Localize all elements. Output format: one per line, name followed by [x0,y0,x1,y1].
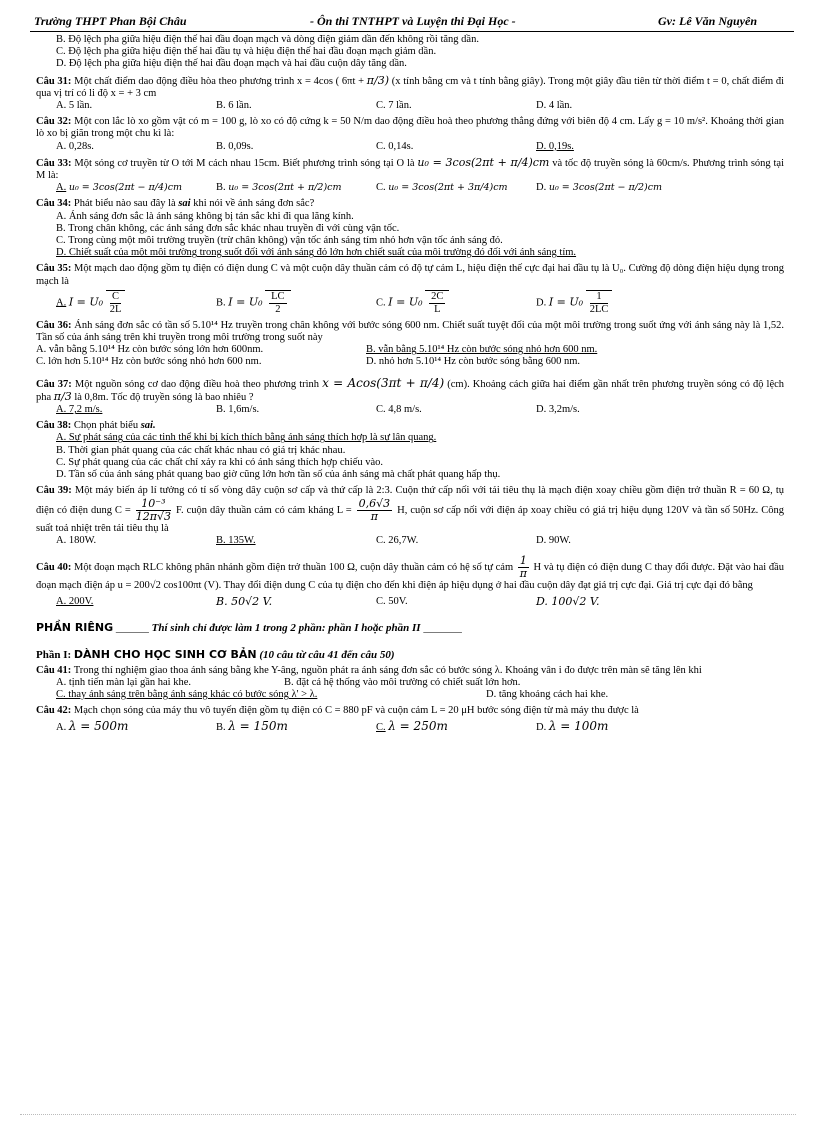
question-stem: Một máy biến áp lí tưởng có tỉ số vòng dây cuộn sơ cấp và thứ cấp là 2:3. Cuộn thứ cấp nối với tải tiêu thụ là mạch điện xoay chiều gồm điện trở thuần R = 60 Ω, tụ điện có điện dung C = [36,485,784,516]
option-d: D. tăng khoảng cách hai khe. [486,689,609,701]
section-title: PHẦN RIÊNG [36,621,114,635]
option-d: D. nhỏ hơn 5.10¹⁴ Hz còn bước sóng bằng 600 nm. [366,356,581,368]
question-label: Câu 42: [36,705,72,717]
option-d: D. Tần số của ánh sáng phát quang bao giờ cũng lớn hơn tần số của ánh sáng mà chất phát quang hấp thụ. [56,469,501,481]
question-39 [36,485,784,547]
section-note: Thí sinh chỉ được làm 1 trong 2 phần: phần I hoặc phần II [151,622,421,635]
part-label: Phần I: [36,648,72,661]
question-stem-cont: F. cuộn dây thuần cảm có cảm kháng L = [175,504,352,516]
question-38 [36,420,784,481]
question-stem: Mạch chọn sóng của máy thu vô tuyến điện gồm tụ điện có C = 880 pF và cuộn cảm L = 20 μH bước sóng điện từ mà máy thu được là [73,705,639,717]
source-equation: x = Acos(3πt + π/4) [322,375,445,390]
question-label: Câu 33: [36,157,72,169]
option-b: B. đặt cả hệ thống vào môi trường có chiết suất lớn hơn. [284,676,521,688]
question-stem-end: là 0,8m. Tốc độ truyền sóng là bao nhiêu ? [74,391,254,403]
option-a: A. Sự phát sáng của các tinh thể khi bị kích thích bằng ánh sáng thích hợp là sự lân quang. [56,432,437,444]
option-d: D. 0,19s. [536,140,574,152]
question-label: Câu 40: [36,561,72,573]
option-d: D. I = U₀ $\frac{1}{2LC}$ [536,290,696,316]
question-stem: Một chất điểm dao động điều hòa theo phương trình x = 4cos ( 6πt + [74,75,365,87]
option-b: B. 50√2 V. [216,595,273,609]
question-content [36,34,784,734]
page-bottom-rule [20,1114,796,1115]
option-b: B. u₀ = 3cos(2πt + π/2)cm [216,182,342,194]
question-stem: Một mạch dao động gồm tụ điện có điện dung C và một cuộn dây thuần cảm có độ tự cảm L, hiệu điện thế cực đại hai đầu tụ là U₀. Cường độ dòng điện hiệu dụng trong mạch là [36,263,785,287]
option-c: C. 0,14s. [376,140,414,152]
option-a: A. I = U₀ $\frac{C}{2L}$ [56,290,216,316]
question-stem: Ánh sáng đơn sắc có tần số 5.10¹⁴ Hz truyền trong chân không với bước sóng 600 nm. Chiết suất tuyệt đối của một môi trường trong suốt ứng với ánh sáng này là 1,52. Tần số của ánh sáng trên khi truyền trong môi trường trong suốt này [36,319,785,344]
option-b: B. 0,09s. [216,140,254,152]
question-label: Câu 41: [36,664,72,676]
question-label: Câu 38: [36,420,72,432]
question-stem-cont: khi nói về ánh sáng đơn sắc? [193,198,315,210]
option-b: B. 135W. [216,534,256,546]
question-32 [36,116,784,153]
inductance-denominator: π [370,509,379,523]
carry-option-c: C. Độ lệch pha giữa hiệu điện thế hai đầu tụ và hiệu điện thế hai đầu đoạn mạch giảm dần. [56,46,437,58]
option-b: B. Thời gian phát quang của các chất khác nhau có giá trị khác nhau. [56,444,346,456]
question-stem: Một đoạn mạch RLC không phân nhánh gồm điện trở thuần 100 Ω, cuộn dây thuần cảm có hệ số tự cảm [74,561,514,573]
option-c: C. Sự phát quang của các chất chỉ xảy ra khi có ánh sáng thích hợp chiếu vào. [56,456,384,468]
option-d: D. Chiết suất của một môi trường trong suốt đối với ánh sáng đỏ lớn hơn chiết suất của môi trường đó đối với ánh sáng tím. [56,247,577,259]
question-stem-cont: (x tính bằng cm và t tính bằng giây). Trong một giây đầu tiên từ thời điểm t = 0, chất điểm đi qua vị trí có li độ x = + 3 cm [36,75,785,99]
option-d: D. λ = 100m [536,718,609,733]
option-d: D. 4 lần. [536,100,573,112]
question-stem-cont: H và tụ điện có điện dung C thay đổi được. Đặt vào hai đầu đoạn mạch điện áp u = 200√2 cos100πt (V). Thay đổi điện dung C của tụ điện cho đến khi điện áp hiệu dụng ở hai đầu cuộn dây đạt giá trị cực đại. Giá trị cực đại đó bằng [36,561,785,591]
section-rieng: PHẦN RIÊNG ______ Thí sinh chỉ được làm 1 trong 2 phần: phần I hoặc phần II _______ [36,621,462,635]
phase-expression: π/3) [366,73,390,87]
question-37 [36,377,784,417]
option-c: C. Trong cùng một môi trường truyền (trừ chân không) vận tốc ánh sáng tím nhỏ hơn vận tốc ánh sáng đỏ. [56,235,503,247]
question-stem: Một sóng cơ truyền từ O tới M cách nhau 15cm. Biết phương trình sóng tại O là [74,157,415,169]
capacitance-numerator: 10⁻³ [136,498,171,511]
option-b: B. vẫn bằng 5.10¹⁴ Hz còn bước sóng nhỏ hơn 600 nm. [366,344,598,356]
option-a: A. 0,28s. [56,140,94,152]
phase-difference: π/3 [53,389,72,403]
part-title: DÀNH CHO HỌC SINH CƠ BẢN [73,647,257,661]
option-a: A. vẫn bằng 5.10¹⁴ Hz còn bước sóng lớn hơn 600nm. [36,344,264,356]
question-41 [36,665,784,702]
option-a: A. 7,2 m/s. [56,404,103,416]
option-c: C. 4,8 m/s. [376,404,422,416]
option-a: A. tịnh tiến màn lại gần hai khe. [56,676,192,688]
exam-title: - Ôn thi TNTHPT và Luyện thi Đại Học - [310,14,516,28]
option-c: C. 50V. [376,596,408,608]
header-divider [30,31,794,32]
question-31 [36,75,784,113]
option-b: B. λ = 150m [216,718,288,733]
question-stem-cont: và tốc độ truyền sóng là 60cm/s. Phương trình sóng tại M là: [36,157,785,182]
option-c: C. u₀ = 3cos(2πt + 3π/4)cm [376,182,508,194]
option-d: D. 3,2m/s. [536,404,580,416]
option-a: A. Ánh sáng đơn sắc là ánh sáng không bị tán sắc khi đi qua lăng kính. [56,210,354,222]
inductance-numerator: 0,6√3 [358,496,391,510]
option-d: D. 100√2 V. [536,595,600,609]
option-c: C. 7 lần. [376,100,412,112]
option-a: A. 5 lần. [56,100,93,112]
question-label: Câu 39: [36,485,72,497]
question-stem: Một con lắc lò xo gồm vật có m = 100 g, lò xo có độ cứng k = 50 N/m dao động điều hoà theo phương thẳng đứng với biên độ 4 cm. Lấy g = 10 m/s². Khoảng thời gian lò xo bị giãn trong một chu kì là: [36,116,785,140]
question-stem-cont: (cm). Khoảng cách giữa hai điểm gần nhất trên phương truyền sóng có độ lệch pha [36,378,785,403]
option-c: C. thay ánh sáng trên bằng ánh sáng khác có bước sóng λ' > λ. [56,689,318,701]
option-c: C. I = U₀ $\frac{2C}{L}$ [376,290,536,316]
option-b: B. Trong chân không, các ánh sáng đơn sắc khác nhau truyền đi với cùng vận tốc. [56,222,400,234]
question-33 [36,157,784,195]
question-label: Câu 35: [36,263,72,275]
wave-equation: u₀ = 3cos(2πt + π/4)cm [417,155,550,169]
option-c: C. λ = 250m [376,718,448,733]
question-stem: Chọn phát biểu [73,420,139,432]
question-42 [36,705,784,733]
question-label: Câu 36: [36,319,72,331]
question-label: Câu 31: [36,75,72,87]
option-a: A. u₀ = 3cos(2πt − π/4)cm [56,182,183,194]
school-name: Trường THPT Phan Bội Châu [34,14,187,28]
question-label: Câu 32: [36,116,72,128]
option-a: A. λ = 500m [56,718,129,733]
option-b: B. 1,6m/s. [216,404,260,416]
option-c: C. lớn hơn 5.10¹⁴ Hz còn bước sóng nhỏ hơn 600 nm. [36,356,262,368]
question-stem: Một nguồn sóng cơ dao động điều hoà theo phương trình [74,378,320,390]
page-header [30,14,790,32]
option-d: D. 90W. [536,534,571,546]
option-d: D. u₀ = 3cos(2πt − π/2)cm [536,182,663,194]
question-40 [36,555,784,608]
teacher-name: Gv: Lê Văn Nguyên [658,14,757,28]
emphasis-sai: sai [178,198,191,210]
question-36 [36,320,784,369]
inductance-numerator: 1 [519,553,527,567]
option-a: A. 180W. [56,534,97,546]
emphasis-sai: sai. [140,420,156,432]
carry-option-b: B. Độ lệch pha giữa hiệu điện thế hai đầu đoạn mạch và dòng điện giảm dần đến không rồi tăng dần. [56,34,479,45]
question-label: Câu 37: [36,378,72,390]
question-stem: Phát biểu nào sau đây là [73,198,176,210]
inductance-denominator: π [519,566,527,580]
option-b: B. 6 lần. [216,100,252,112]
question-stem: Trong thí nghiệm giao thoa ánh sáng bằng khe Y-âng, nguồn phát ra ánh sáng đơn sắc có bước sóng λ. Khoảng vân i đo được trên màn sẽ tăng lên khi [73,664,702,676]
option-a: A. 200V. [56,596,94,608]
part-1-heading [36,649,784,661]
question-34 [36,198,784,259]
question-35 [36,263,784,315]
carry-option-d: D. Độ lệch pha giữa hiệu điện thế hai đầu đoạn mạch và hai đầu cuộn dây tăng dần. [56,58,407,70]
part-range: (10 câu từ câu 41 đến câu 50) [259,648,395,661]
question-label: Câu 34: [36,198,72,210]
option-c: C. 26,7W. [376,534,419,546]
capacitance-denominator: 12π√3 [135,509,172,523]
question-stem-end: H, cuộn sơ cấp nối với điện áp xoay chiều có giá trị hiệu dụng 120V và tần số 50Hz. Công suất toả nhiệt trên tải tiêu thụ là [36,504,785,534]
option-b: B. I = U₀ $\frac{LC}{2}$ [216,290,376,316]
